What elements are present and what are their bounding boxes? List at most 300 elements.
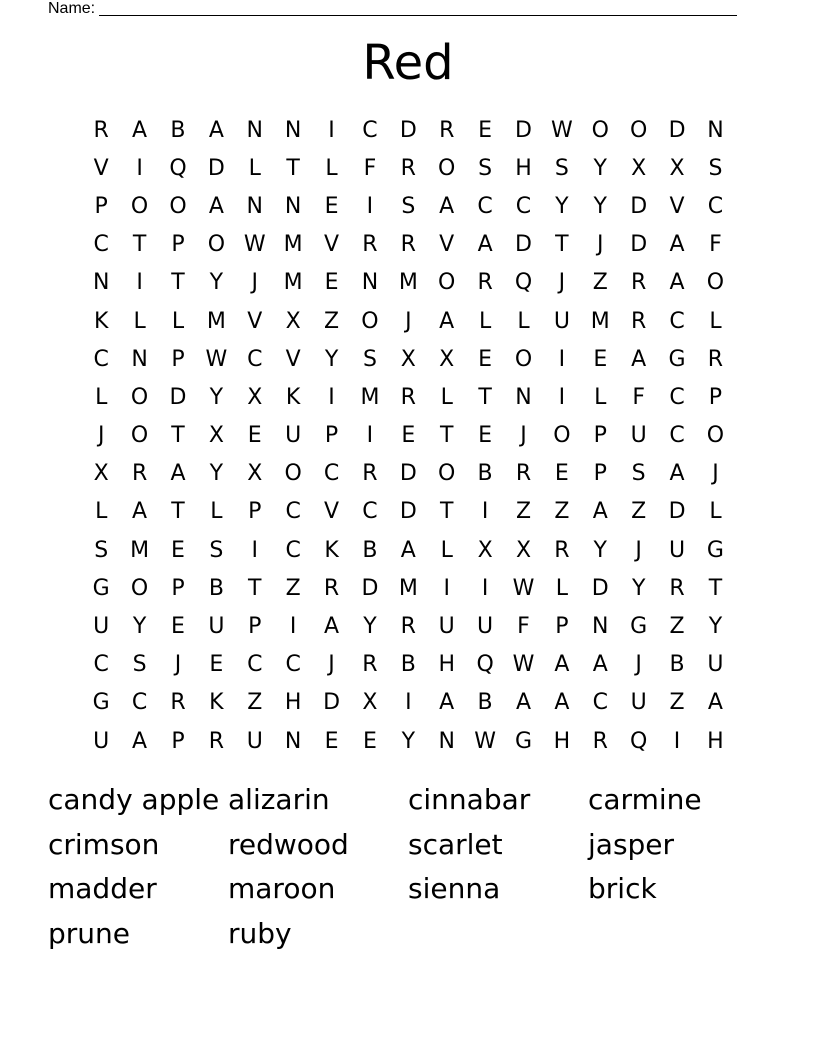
grid-letter[interactable]: V [285, 346, 301, 372]
grid-letter[interactable]: H [707, 728, 724, 754]
grid-letter[interactable]: O [706, 423, 725, 449]
grid-letter[interactable]: P [708, 384, 723, 410]
grid-letter[interactable]: O [130, 423, 149, 449]
grid-letter[interactable]: O [207, 232, 226, 258]
grid-letter[interactable]: U [438, 614, 455, 640]
grid-letter[interactable]: T [171, 499, 185, 525]
grid-letter[interactable]: G [92, 690, 110, 716]
grid-letter[interactable]: J [558, 270, 566, 296]
grid-letter[interactable]: E [478, 423, 493, 449]
grid-letter[interactable]: F [517, 614, 530, 640]
grid-letter[interactable]: Z [592, 270, 608, 296]
grid-letter[interactable]: D [399, 461, 417, 487]
grid-letter[interactable]: R [362, 232, 378, 258]
grid-letter[interactable]: P [593, 461, 607, 487]
grid-letter[interactable]: W [512, 652, 535, 678]
grid-letter[interactable]: C [669, 308, 685, 334]
grid-letter[interactable]: E [401, 423, 416, 449]
grid-letter[interactable]: U [669, 537, 686, 563]
grid-letter[interactable]: Y [593, 537, 607, 563]
grid-letter[interactable]: R [208, 728, 225, 754]
word-list-item: sienna [408, 872, 501, 906]
grid-letter[interactable]: A [439, 193, 455, 219]
grid-letter[interactable]: N [438, 728, 455, 754]
grid-letter[interactable]: J [328, 652, 335, 678]
grid-letter[interactable]: M [590, 308, 610, 334]
grid-letter[interactable]: G [706, 537, 724, 563]
grid-letter[interactable]: S [478, 155, 493, 181]
grid-letter[interactable]: L [594, 384, 607, 410]
grid-letter[interactable]: D [630, 232, 648, 258]
grid-letter[interactable]: D [515, 232, 532, 258]
grid-letter[interactable]: D [399, 117, 417, 143]
grid-letter[interactable]: A [554, 690, 570, 716]
grid-letter[interactable]: C [247, 346, 263, 372]
grid-letter[interactable]: B [477, 461, 493, 487]
grid-letter[interactable]: J [520, 423, 527, 449]
grid-letter[interactable]: I [328, 117, 335, 143]
grid-letter[interactable]: E [324, 270, 339, 296]
grid-letter[interactable]: N [284, 728, 302, 754]
grid-letter[interactable]: I [673, 728, 681, 754]
grid-letter[interactable]: B [208, 575, 224, 601]
grid-letter[interactable]: O [591, 117, 609, 143]
grid-letter[interactable]: T [555, 232, 569, 258]
grid-letter[interactable]: Q [169, 155, 187, 181]
name-blank-line[interactable] [99, 15, 737, 16]
grid-letter[interactable]: T [248, 575, 262, 601]
grid-letter[interactable]: O [284, 461, 302, 487]
grid-letter[interactable]: C [477, 193, 493, 219]
grid-letter[interactable]: U [630, 690, 647, 716]
grid-letter[interactable]: C [247, 652, 263, 678]
grid-letter[interactable]: F [363, 155, 377, 181]
grid-letter[interactable]: Z [554, 499, 570, 525]
grid-letter[interactable]: Y [209, 270, 224, 296]
grid-letter[interactable]: R [170, 690, 186, 716]
grid-letter[interactable]: M [398, 575, 418, 601]
grid-letter[interactable]: O [630, 117, 648, 143]
grid-letter[interactable]: O [130, 384, 149, 410]
grid-letter[interactable]: Z [247, 690, 263, 716]
grid-letter[interactable]: S [362, 346, 377, 372]
grid-letter[interactable]: B [477, 690, 493, 716]
grid-letter[interactable]: R [400, 155, 416, 181]
grid-letter[interactable]: U [246, 728, 263, 754]
grid-letter[interactable]: A [477, 232, 493, 258]
grid-letter[interactable]: T [439, 499, 454, 525]
grid-letter[interactable]: Z [285, 575, 301, 601]
grid-letter[interactable]: N [246, 117, 263, 143]
name-field [48, 0, 737, 18]
grid-letter[interactable]: E [209, 652, 224, 678]
grid-letter[interactable]: N [246, 193, 263, 219]
grid-letter[interactable]: V [324, 499, 340, 525]
grid-letter[interactable]: C [93, 232, 109, 258]
grid-letter[interactable]: D [207, 155, 225, 181]
grid-letter[interactable]: W [205, 346, 228, 372]
grid-letter[interactable]: R [400, 384, 416, 410]
grid-letter[interactable]: J [635, 652, 642, 678]
grid-letter[interactable]: X [362, 690, 378, 716]
grid-letter[interactable]: J [712, 461, 719, 487]
grid-letter[interactable]: V [669, 193, 685, 219]
grid-letter[interactable]: I [136, 270, 143, 296]
grid-letter[interactable]: H [553, 728, 571, 754]
grid-letter[interactable]: E [171, 537, 185, 563]
grid-letter[interactable]: A [439, 308, 455, 334]
grid-letter[interactable]: U [93, 614, 110, 640]
grid-letter[interactable]: C [592, 690, 608, 716]
grid-letter[interactable]: R [362, 461, 378, 487]
grid-letter[interactable]: S [631, 461, 646, 487]
grid-letter[interactable]: D [399, 499, 417, 525]
grid-letter[interactable]: L [95, 384, 108, 410]
grid-letter[interactable]: A [170, 461, 186, 487]
word-list-item: candy apple [48, 783, 220, 816]
grid-letter[interactable]: C [323, 461, 340, 487]
grid-letter[interactable]: X [247, 384, 263, 410]
grid-letter[interactable]: L [440, 384, 453, 410]
grid-letter[interactable]: N [284, 117, 302, 143]
grid-letter[interactable]: B [669, 652, 685, 678]
grid-letter[interactable]: V [439, 232, 455, 258]
grid-letter[interactable]: N [592, 614, 609, 640]
grid-letter[interactable]: R [477, 270, 493, 296]
grid-letter[interactable]: O [438, 155, 456, 181]
grid-letter[interactable]: A [400, 537, 416, 563]
grid-letter[interactable]: X [93, 461, 109, 487]
grid-letter[interactable]: Y [555, 193, 569, 219]
grid-letter[interactable]: S [209, 537, 224, 563]
grid-letter[interactable]: Y [708, 614, 723, 640]
grid-letter[interactable]: E [478, 346, 493, 372]
grid-letter[interactable]: J [405, 308, 412, 334]
grid-letter[interactable]: A [669, 461, 685, 487]
grid-letter[interactable]: A [132, 499, 148, 525]
grid-letter[interactable]: C [285, 499, 301, 525]
grid-letter[interactable]: E [171, 614, 185, 640]
grid-letter[interactable]: Z [515, 499, 532, 525]
grid-letter[interactable]: B [362, 537, 378, 563]
grid-letter[interactable]: U [477, 614, 494, 640]
grid-letter[interactable]: O [130, 575, 149, 601]
grid-letter[interactable]: B [400, 652, 416, 678]
grid-letter[interactable]: T [171, 270, 185, 296]
grid-letter[interactable]: I [558, 384, 566, 410]
grid-letter[interactable]: R [707, 346, 724, 372]
grid-letter[interactable]: Y [209, 384, 224, 410]
grid-letter[interactable]: T [439, 423, 454, 449]
grid-letter[interactable]: C [285, 537, 301, 563]
grid-letter[interactable]: C [285, 652, 301, 678]
grid-letter[interactable]: C [669, 384, 685, 410]
grid-letter[interactable]: A [439, 690, 455, 716]
grid-letter[interactable]: K [324, 537, 339, 563]
word-list-item: alizarin [228, 783, 330, 816]
grid-letter[interactable]: I [136, 155, 143, 181]
grid-letter[interactable]: K [209, 690, 224, 716]
grid-letter[interactable]: L [517, 308, 530, 334]
grid-letter[interactable]: P [171, 232, 185, 258]
grid-letter[interactable]: V [324, 232, 340, 258]
grid-letter[interactable]: Y [324, 346, 339, 372]
grid-letter[interactable]: C [707, 193, 724, 219]
grid-letter[interactable]: F [709, 232, 722, 258]
grid-letter[interactable]: I [366, 193, 374, 219]
grid-letter[interactable]: L [248, 155, 261, 181]
grid-letter[interactable]: N [361, 270, 379, 296]
grid-letter[interactable]: X [477, 537, 493, 563]
grid-letter[interactable]: D [361, 575, 379, 601]
grid-letter[interactable]: X [285, 308, 301, 334]
grid-letter[interactable]: R [515, 461, 532, 487]
grid-letter[interactable]: Y [209, 461, 224, 487]
word-list [48, 778, 768, 956]
grid-letter[interactable]: O [514, 346, 533, 372]
grid-letter[interactable]: Y [593, 155, 607, 181]
grid-letter[interactable]: Y [132, 614, 147, 640]
grid-letter[interactable]: X [631, 155, 647, 181]
grid-letter[interactable]: A [631, 346, 647, 372]
grid-letter[interactable]: O [438, 461, 456, 487]
grid-letter[interactable]: A [132, 728, 148, 754]
grid-letter[interactable]: Y [401, 728, 416, 754]
grid-letter[interactable]: G [92, 575, 110, 601]
grid-letter[interactable]: X [247, 461, 263, 487]
grid-letter[interactable]: G [514, 728, 533, 754]
grid-letter[interactable]: O [706, 270, 725, 296]
grid-letter[interactable]: T [708, 575, 723, 601]
grid-letter[interactable]: L [325, 155, 338, 181]
grid-letter[interactable]: X [208, 423, 224, 449]
grid-letter[interactable]: D [630, 193, 648, 219]
grid-letter[interactable]: O [130, 193, 149, 219]
grid-letter[interactable]: E [324, 728, 339, 754]
grid-letter[interactable]: M [398, 270, 418, 296]
grid-letter[interactable]: I [443, 575, 450, 601]
grid-letter[interactable]: E [324, 193, 339, 219]
grid-letter[interactable]: J [635, 537, 642, 563]
grid-letter[interactable]: L [709, 499, 722, 525]
grid-letter[interactable]: N [284, 193, 302, 219]
grid-letter[interactable]: R [669, 575, 685, 601]
grid-letter[interactable]: I [289, 614, 297, 640]
grid-letter[interactable]: Z [324, 308, 340, 334]
grid-letter[interactable]: P [171, 575, 185, 601]
grid-letter[interactable]: D [591, 575, 609, 601]
grid-letter[interactable]: P [324, 423, 339, 449]
grid-letter[interactable]: D [668, 117, 686, 143]
word-list-item: brick [588, 872, 657, 906]
grid-letter[interactable]: L [95, 499, 108, 525]
grid-letter[interactable]: Q [476, 652, 494, 678]
grid-letter[interactable]: Q [630, 728, 648, 754]
grid-letter[interactable]: A [324, 614, 340, 640]
grid-letter[interactable]: V [247, 308, 263, 334]
grid-letter[interactable]: M [360, 384, 380, 410]
grid-letter[interactable]: U [553, 308, 570, 334]
grid-letter[interactable]: Y [631, 575, 646, 601]
grid-letter[interactable]: S [94, 537, 109, 563]
word-list-item: jasper [588, 827, 675, 861]
grid-letter[interactable]: A [208, 117, 224, 143]
grid-letter[interactable]: Y [593, 193, 607, 219]
grid-letter[interactable]: L [478, 308, 492, 334]
grid-letter[interactable]: A [707, 690, 723, 716]
grid-letter[interactable]: I [481, 499, 489, 525]
grid-letter[interactable]: W [474, 728, 496, 754]
grid-letter[interactable]: C [362, 117, 378, 143]
word-list-item: redwood [228, 827, 349, 861]
grid-letter[interactable]: M [283, 270, 303, 296]
grid-letter[interactable]: N [515, 384, 532, 410]
grid-letter[interactable]: L [555, 575, 569, 601]
grid-letter[interactable]: W [243, 232, 266, 258]
grid-letter[interactable]: R [554, 537, 570, 563]
grid-letter[interactable]: P [248, 499, 262, 525]
grid-letter[interactable]: P [248, 614, 262, 640]
grid-letter[interactable]: P [94, 193, 108, 219]
grid-letter[interactable]: I [481, 575, 489, 601]
grid-letter[interactable]: C [362, 499, 378, 525]
grid-letter[interactable]: F [632, 384, 645, 410]
grid-letter[interactable]: E [593, 346, 608, 372]
grid-letter[interactable]: I [558, 346, 566, 372]
grid-letter[interactable]: E [247, 423, 262, 449]
grid-letter[interactable]: N [707, 117, 724, 143]
grid-letter[interactable]: K [93, 308, 109, 334]
grid-letter[interactable]: U [208, 614, 225, 640]
grid-letter[interactable]: A [669, 270, 685, 296]
grid-letter[interactable]: S [132, 652, 147, 678]
grid-letter[interactable]: J [251, 270, 258, 296]
grid-letter[interactable]: W [551, 117, 573, 143]
grid-letter[interactable]: M [206, 308, 226, 334]
grid-letter[interactable]: C [93, 346, 109, 372]
grid-letter[interactable]: O [438, 270, 456, 296]
grid-letter[interactable]: S [554, 155, 569, 181]
grid-letter[interactable]: D [668, 499, 686, 525]
grid-letter[interactable]: Z [669, 690, 685, 716]
grid-letter[interactable]: M [130, 537, 150, 563]
grid-letter[interactable]: Z [669, 614, 685, 640]
grid-letter[interactable]: C [515, 193, 532, 219]
grid-letter[interactable]: S [401, 193, 416, 219]
grid-letter[interactable]: L [171, 308, 185, 334]
grid-letter[interactable]: R [439, 117, 455, 143]
grid-letter[interactable]: P [555, 614, 569, 640]
grid-letter[interactable]: W [512, 575, 535, 601]
grid-letter[interactable]: R [93, 117, 109, 143]
grid-letter[interactable]: A [554, 652, 570, 678]
grid-letter[interactable]: T [286, 155, 300, 181]
word-list-item: crimson [48, 827, 160, 861]
grid-letter[interactable]: R [323, 575, 340, 601]
grid-letter[interactable]: K [285, 384, 301, 410]
grid-letter[interactable]: L [709, 308, 722, 334]
grid-letter[interactable]: T [132, 232, 147, 258]
grid-letter[interactable]: E [554, 461, 569, 487]
grid-letter[interactable]: X [515, 537, 532, 563]
grid-letter[interactable]: Z [631, 499, 647, 525]
grid-letter[interactable]: O [553, 423, 571, 449]
grid-letter[interactable]: A [592, 499, 608, 525]
grid-letter[interactable]: A [515, 690, 532, 716]
grid-letter[interactable]: R [400, 614, 416, 640]
grid-letter[interactable]: O [169, 193, 187, 219]
grid-letter[interactable]: C [131, 690, 148, 716]
grid-letter[interactable]: J [97, 423, 105, 449]
grid-letter[interactable]: D [323, 690, 341, 716]
grid-letter[interactable]: G [668, 346, 686, 372]
word-list-item: madder [48, 872, 157, 906]
grid-letter[interactable]: R [400, 232, 416, 258]
grid-letter[interactable]: D [515, 117, 532, 143]
grid-letter[interactable]: A [669, 232, 685, 258]
grid-letter[interactable]: P [171, 728, 185, 754]
grid-letter[interactable]: H [438, 652, 455, 678]
grid-letter[interactable]: T [478, 384, 492, 410]
grid-letter[interactable]: B [170, 117, 186, 143]
grid-letter[interactable]: S [708, 155, 723, 181]
grid-letter[interactable]: H [284, 690, 302, 716]
grid-letter[interactable]: Q [514, 270, 533, 296]
grid-letter[interactable]: M [283, 232, 303, 258]
grid-letter[interactable]: I [328, 384, 335, 410]
grid-letter[interactable]: D [169, 384, 187, 410]
grid-letter[interactable]: L [440, 537, 453, 563]
grid-letter[interactable]: V [93, 155, 109, 181]
grid-letter[interactable]: R [131, 461, 148, 487]
grid-letter[interactable]: X [439, 346, 455, 372]
grid-letter[interactable]: U [285, 423, 302, 449]
grid-letter[interactable]: J [174, 652, 182, 678]
grid-letter[interactable]: A [208, 193, 224, 219]
grid-letter[interactable]: J [597, 232, 604, 258]
grid-letter[interactable]: L [210, 499, 223, 525]
grid-letter[interactable]: N [131, 346, 148, 372]
grid-letter[interactable]: T [171, 423, 185, 449]
grid-letter[interactable]: A [132, 117, 148, 143]
grid-letter[interactable]: U [630, 423, 647, 449]
grid-letter[interactable]: O [361, 308, 379, 334]
grid-letter[interactable]: P [593, 423, 607, 449]
grid-letter[interactable]: N [92, 270, 110, 296]
grid-letter[interactable]: Y [363, 614, 377, 640]
grid-letter[interactable]: U [93, 728, 110, 754]
grid-letter[interactable]: G [630, 614, 648, 640]
grid-letter[interactable]: R [631, 308, 647, 334]
grid-letter[interactable]: X [669, 155, 685, 181]
grid-letter[interactable]: A [592, 652, 608, 678]
grid-letter[interactable]: I [405, 690, 412, 716]
grid-letter[interactable]: E [362, 728, 377, 754]
grid-letter[interactable]: C [669, 423, 685, 449]
grid-letter[interactable]: H [515, 155, 532, 181]
grid-letter[interactable]: C [93, 652, 109, 678]
grid-letter[interactable]: R [592, 728, 608, 754]
grid-letter[interactable]: E [478, 117, 493, 143]
grid-letter[interactable]: P [171, 346, 185, 372]
grid-letter[interactable]: U [707, 652, 724, 678]
grid-letter[interactable]: X [400, 346, 416, 372]
grid-letter[interactable]: I [251, 537, 258, 563]
grid-letter[interactable]: L [133, 308, 146, 334]
grid-letter[interactable]: R [362, 652, 378, 678]
grid-letter[interactable]: I [366, 423, 374, 449]
grid-letter[interactable]: R [631, 270, 647, 296]
